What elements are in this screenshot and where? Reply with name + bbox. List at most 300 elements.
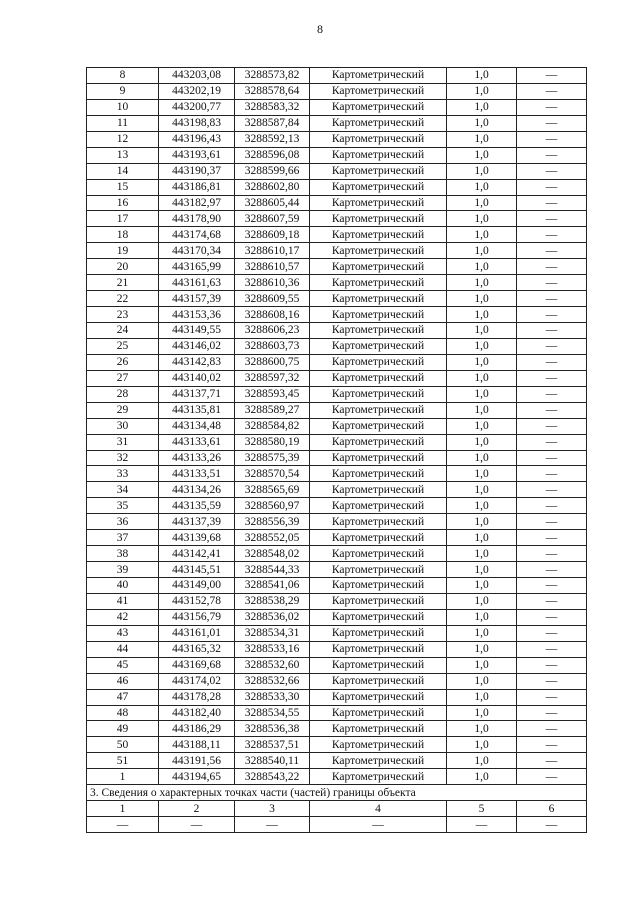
description-cell: — (517, 99, 587, 115)
point-number: 11 (87, 115, 159, 131)
method-cell: Картометрический (310, 259, 447, 275)
section3-header-row (87, 801, 587, 817)
description-cell: — (517, 625, 587, 641)
coord-y: 3288587,84 (235, 115, 310, 131)
method-cell: Картометрический (310, 562, 447, 578)
coord-y: 3288536,02 (235, 609, 310, 625)
accuracy-cell: 1,0 (447, 578, 517, 594)
table-row (87, 195, 587, 211)
accuracy-cell: 1,0 (447, 721, 517, 737)
point-number: 9 (87, 83, 159, 99)
method-cell: Картометрический (310, 227, 447, 243)
method-cell: Картометрический (310, 514, 447, 530)
method-cell: Картометрический (310, 482, 447, 498)
table-row (87, 211, 587, 227)
point-number: 32 (87, 450, 159, 466)
table-row (87, 721, 587, 737)
method-cell: Картометрический (310, 705, 447, 721)
coord-x: 443182,40 (159, 705, 235, 721)
point-number: 8 (87, 68, 159, 84)
description-cell: — (517, 609, 587, 625)
description-cell: — (517, 179, 587, 195)
coord-x: 443198,83 (159, 115, 235, 131)
table-row (87, 323, 587, 339)
point-number: 10 (87, 99, 159, 115)
coord-y: 3288580,19 (235, 434, 310, 450)
table-row (87, 546, 587, 562)
coord-x: 443137,71 (159, 386, 235, 402)
coord-y: 3288610,36 (235, 275, 310, 291)
point-number: 13 (87, 147, 159, 163)
point-number: 23 (87, 307, 159, 323)
accuracy-cell: 1,0 (447, 737, 517, 753)
coord-x: 443188,11 (159, 737, 235, 753)
description-cell: — (517, 530, 587, 546)
description-cell: — (517, 243, 587, 259)
coord-x: 443156,79 (159, 609, 235, 625)
coord-x: 443133,26 (159, 450, 235, 466)
accuracy-cell: 1,0 (447, 68, 517, 84)
method-cell: Картометрический (310, 609, 447, 625)
accuracy-cell: 1,0 (447, 211, 517, 227)
coord-x: 443133,61 (159, 434, 235, 450)
method-cell: Картометрический (310, 307, 447, 323)
accuracy-cell: 1,0 (447, 625, 517, 641)
point-number: 51 (87, 753, 159, 769)
method-cell: Картометрический (310, 323, 447, 339)
section3-empty-row (87, 817, 587, 833)
table-row (87, 68, 587, 84)
accuracy-cell: 1,0 (447, 482, 517, 498)
point-number: 50 (87, 737, 159, 753)
accuracy-cell: 1,0 (447, 386, 517, 402)
coord-x: 443133,51 (159, 466, 235, 482)
method-cell: Картометрический (310, 338, 447, 354)
point-number: 48 (87, 705, 159, 721)
point-number: 41 (87, 593, 159, 609)
coord-y: 3288606,23 (235, 323, 310, 339)
method-cell: Картометрический (310, 354, 447, 370)
table-row (87, 259, 587, 275)
method-cell: Картометрический (310, 466, 447, 482)
method-cell: Картометрический (310, 275, 447, 291)
coord-x: 443193,61 (159, 147, 235, 163)
table-row (87, 275, 587, 291)
accuracy-cell: 1,0 (447, 418, 517, 434)
description-cell: — (517, 737, 587, 753)
method-cell: Картометрический (310, 402, 447, 418)
section3-col-6: 6 (517, 801, 587, 817)
coord-x: 443139,68 (159, 530, 235, 546)
point-number: 19 (87, 243, 159, 259)
coord-x: 443146,02 (159, 338, 235, 354)
section3-empty-cell: — (517, 817, 587, 833)
table-row (87, 243, 587, 259)
section3-empty-cell: — (235, 817, 310, 833)
coord-y: 3288608,16 (235, 307, 310, 323)
coord-x: 443190,37 (159, 163, 235, 179)
description-cell: — (517, 275, 587, 291)
accuracy-cell: 1,0 (447, 402, 517, 418)
coord-y: 3288592,13 (235, 131, 310, 147)
accuracy-cell: 1,0 (447, 562, 517, 578)
description-cell: — (517, 115, 587, 131)
coord-y: 3288575,39 (235, 450, 310, 466)
coord-y: 3288537,51 (235, 737, 310, 753)
description-cell: — (517, 546, 587, 562)
accuracy-cell: 1,0 (447, 354, 517, 370)
description-cell: — (517, 657, 587, 673)
section3-empty-cell: — (310, 817, 447, 833)
table-row (87, 498, 587, 514)
accuracy-cell: 1,0 (447, 99, 517, 115)
method-cell: Картометрический (310, 673, 447, 689)
section3-col-5: 5 (447, 801, 517, 817)
accuracy-cell: 1,0 (447, 530, 517, 546)
description-cell: — (517, 482, 587, 498)
accuracy-cell: 1,0 (447, 115, 517, 131)
table-row (87, 753, 587, 769)
point-number: 44 (87, 641, 159, 657)
description-cell: — (517, 147, 587, 163)
table-row (87, 354, 587, 370)
description-cell: — (517, 753, 587, 769)
point-number: 31 (87, 434, 159, 450)
coord-y: 3288543,22 (235, 769, 310, 785)
accuracy-cell: 1,0 (447, 307, 517, 323)
table-row (87, 434, 587, 450)
coord-x: 443149,55 (159, 323, 235, 339)
description-cell: — (517, 434, 587, 450)
coord-x: 443134,48 (159, 418, 235, 434)
section3-col-3: 3 (235, 801, 310, 817)
description-cell: — (517, 418, 587, 434)
table-row (87, 609, 587, 625)
accuracy-cell: 1,0 (447, 275, 517, 291)
point-number: 20 (87, 259, 159, 275)
description-cell: — (517, 83, 587, 99)
coord-y: 3288603,73 (235, 338, 310, 354)
coord-x: 443178,90 (159, 211, 235, 227)
accuracy-cell: 1,0 (447, 227, 517, 243)
coord-y: 3288607,59 (235, 211, 310, 227)
coord-x: 443145,51 (159, 562, 235, 578)
table-row (87, 482, 587, 498)
point-number: 47 (87, 689, 159, 705)
description-cell: — (517, 721, 587, 737)
accuracy-cell: 1,0 (447, 705, 517, 721)
section3-col-2: 2 (159, 801, 235, 817)
coord-x: 443153,36 (159, 307, 235, 323)
point-number: 30 (87, 418, 159, 434)
method-cell: Картометрический (310, 370, 447, 386)
point-number: 42 (87, 609, 159, 625)
table-row (87, 769, 587, 785)
coord-x: 443161,63 (159, 275, 235, 291)
method-cell: Картометрический (310, 737, 447, 753)
coord-y: 3288609,18 (235, 227, 310, 243)
coord-y: 3288599,66 (235, 163, 310, 179)
description-cell: — (517, 514, 587, 530)
point-number: 37 (87, 530, 159, 546)
coord-x: 443174,02 (159, 673, 235, 689)
table-row (87, 131, 587, 147)
description-cell: — (517, 578, 587, 594)
point-number: 28 (87, 386, 159, 402)
coord-x: 443142,83 (159, 354, 235, 370)
accuracy-cell: 1,0 (447, 291, 517, 307)
point-number: 45 (87, 657, 159, 673)
method-cell: Картометрический (310, 753, 447, 769)
description-cell: — (517, 673, 587, 689)
method-cell: Картометрический (310, 769, 447, 785)
table-row (87, 514, 587, 530)
description-cell: — (517, 498, 587, 514)
coord-x: 443165,32 (159, 641, 235, 657)
coord-y: 3288589,27 (235, 402, 310, 418)
table-row (87, 179, 587, 195)
description-cell: — (517, 307, 587, 323)
table-row (87, 673, 587, 689)
point-number: 22 (87, 291, 159, 307)
coord-y: 3288596,08 (235, 147, 310, 163)
coord-y: 3288573,82 (235, 68, 310, 84)
coord-x: 443186,29 (159, 721, 235, 737)
accuracy-cell: 1,0 (447, 593, 517, 609)
table-row (87, 83, 587, 99)
description-cell: — (517, 689, 587, 705)
coord-y: 3288560,97 (235, 498, 310, 514)
description-cell: — (517, 259, 587, 275)
description-cell: — (517, 562, 587, 578)
coord-x: 443196,43 (159, 131, 235, 147)
table-row (87, 450, 587, 466)
accuracy-cell: 1,0 (447, 370, 517, 386)
point-number: 1 (87, 769, 159, 785)
method-cell: Картометрический (310, 498, 447, 514)
coord-x: 443135,59 (159, 498, 235, 514)
method-cell: Картометрический (310, 578, 447, 594)
accuracy-cell: 1,0 (447, 323, 517, 339)
description-cell: — (517, 593, 587, 609)
description-cell: — (517, 769, 587, 785)
coord-x: 443149,00 (159, 578, 235, 594)
coord-x: 443157,39 (159, 291, 235, 307)
page-number: 8 (317, 22, 323, 36)
coord-x: 443161,01 (159, 625, 235, 641)
section3-col-1: 1 (87, 801, 159, 817)
point-number: 21 (87, 275, 159, 291)
table-row (87, 386, 587, 402)
point-number: 39 (87, 562, 159, 578)
coord-y: 3288593,45 (235, 386, 310, 402)
method-cell: Картометрический (310, 434, 447, 450)
coord-y: 3288584,82 (235, 418, 310, 434)
description-cell: — (517, 402, 587, 418)
method-cell: Картометрический (310, 147, 447, 163)
description-cell: — (517, 386, 587, 402)
point-number: 46 (87, 673, 159, 689)
table-row (87, 562, 587, 578)
section3-title: 3. Сведения о характерных точках части (частей) границы объекта (87, 785, 587, 801)
coord-x: 443182,97 (159, 195, 235, 211)
point-number: 16 (87, 195, 159, 211)
table-row (87, 578, 587, 594)
description-cell: — (517, 450, 587, 466)
section3-col-4: 4 (310, 801, 447, 817)
coord-y: 3288532,60 (235, 657, 310, 673)
table-row (87, 657, 587, 673)
coord-y: 3288565,69 (235, 482, 310, 498)
section3-body (87, 785, 587, 833)
coord-y: 3288540,11 (235, 753, 310, 769)
table-row (87, 307, 587, 323)
coord-y: 3288541,06 (235, 578, 310, 594)
description-cell: — (517, 68, 587, 84)
method-cell: Картометрический (310, 83, 447, 99)
table-row (87, 338, 587, 354)
table-row (87, 737, 587, 753)
coord-y: 3288536,38 (235, 721, 310, 737)
point-number: 35 (87, 498, 159, 514)
coord-x: 443186,81 (159, 179, 235, 195)
coord-x: 443178,28 (159, 689, 235, 705)
point-number: 33 (87, 466, 159, 482)
method-cell: Картометрический (310, 386, 447, 402)
coord-y: 3288552,05 (235, 530, 310, 546)
description-cell: — (517, 370, 587, 386)
accuracy-cell: 1,0 (447, 434, 517, 450)
description-cell: — (517, 466, 587, 482)
point-number: 25 (87, 338, 159, 354)
point-number: 38 (87, 546, 159, 562)
accuracy-cell: 1,0 (447, 673, 517, 689)
description-cell: — (517, 227, 587, 243)
coord-x: 443194,65 (159, 769, 235, 785)
coord-y: 3288532,66 (235, 673, 310, 689)
point-number: 27 (87, 370, 159, 386)
coord-y: 3288534,31 (235, 625, 310, 641)
table-row (87, 163, 587, 179)
coord-x: 443174,68 (159, 227, 235, 243)
table-row (87, 115, 587, 131)
coord-y: 3288602,80 (235, 179, 310, 195)
coord-y: 3288548,02 (235, 546, 310, 562)
coord-y: 3288538,29 (235, 593, 310, 609)
accuracy-cell: 1,0 (447, 83, 517, 99)
accuracy-cell: 1,0 (447, 466, 517, 482)
coord-x: 443165,99 (159, 259, 235, 275)
section3-empty-cell: — (159, 817, 235, 833)
accuracy-cell: 1,0 (447, 769, 517, 785)
method-cell: Картометрический (310, 99, 447, 115)
description-cell: — (517, 338, 587, 354)
description-cell: — (517, 705, 587, 721)
points-table-body (87, 68, 587, 785)
coord-y: 3288609,55 (235, 291, 310, 307)
coord-y: 3288534,55 (235, 705, 310, 721)
coord-x: 443137,39 (159, 514, 235, 530)
coord-y: 3288544,33 (235, 562, 310, 578)
method-cell: Картометрический (310, 163, 447, 179)
method-cell: Картометрический (310, 721, 447, 737)
table-row (87, 641, 587, 657)
point-number: 17 (87, 211, 159, 227)
coord-x: 443200,77 (159, 99, 235, 115)
method-cell: Картометрический (310, 641, 447, 657)
point-number: 14 (87, 163, 159, 179)
method-cell: Картометрический (310, 179, 447, 195)
table-row (87, 530, 587, 546)
coord-x: 443191,56 (159, 753, 235, 769)
method-cell: Картометрический (310, 195, 447, 211)
coord-y: 3288600,75 (235, 354, 310, 370)
method-cell: Картометрический (310, 291, 447, 307)
point-number: 18 (87, 227, 159, 243)
accuracy-cell: 1,0 (447, 609, 517, 625)
coord-x: 443170,34 (159, 243, 235, 259)
table-row (87, 593, 587, 609)
coord-y: 3288533,16 (235, 641, 310, 657)
method-cell: Картометрический (310, 131, 447, 147)
accuracy-cell: 1,0 (447, 753, 517, 769)
accuracy-cell: 1,0 (447, 641, 517, 657)
point-number: 29 (87, 402, 159, 418)
section3-title-row (87, 785, 587, 801)
accuracy-cell: 1,0 (447, 131, 517, 147)
section3-empty-cell: — (447, 817, 517, 833)
point-number: 26 (87, 354, 159, 370)
coord-y: 3288610,57 (235, 259, 310, 275)
accuracy-cell: 1,0 (447, 243, 517, 259)
description-cell: — (517, 131, 587, 147)
coord-x: 443134,26 (159, 482, 235, 498)
point-number: 49 (87, 721, 159, 737)
coord-y: 3288605,44 (235, 195, 310, 211)
boundary-points-table (86, 67, 587, 833)
coord-y: 3288570,54 (235, 466, 310, 482)
table-row (87, 402, 587, 418)
method-cell: Картометрический (310, 115, 447, 131)
description-cell: — (517, 195, 587, 211)
coord-y: 3288610,17 (235, 243, 310, 259)
accuracy-cell: 1,0 (447, 514, 517, 530)
point-number: 36 (87, 514, 159, 530)
table-row (87, 689, 587, 705)
accuracy-cell: 1,0 (447, 179, 517, 195)
accuracy-cell: 1,0 (447, 450, 517, 466)
accuracy-cell: 1,0 (447, 689, 517, 705)
coord-x: 443152,78 (159, 593, 235, 609)
point-number: 12 (87, 131, 159, 147)
method-cell: Картометрический (310, 243, 447, 259)
coord-y: 3288533,30 (235, 689, 310, 705)
description-cell: — (517, 163, 587, 179)
coord-y: 3288578,64 (235, 83, 310, 99)
description-cell: — (517, 211, 587, 227)
section3-empty-cell: — (87, 817, 159, 833)
coord-x: 443169,68 (159, 657, 235, 673)
table-row (87, 418, 587, 434)
method-cell: Картометрический (310, 68, 447, 84)
accuracy-cell: 1,0 (447, 259, 517, 275)
table-row (87, 466, 587, 482)
method-cell: Картометрический (310, 546, 447, 562)
accuracy-cell: 1,0 (447, 195, 517, 211)
method-cell: Картометрический (310, 530, 447, 546)
coord-y: 3288597,32 (235, 370, 310, 386)
accuracy-cell: 1,0 (447, 163, 517, 179)
